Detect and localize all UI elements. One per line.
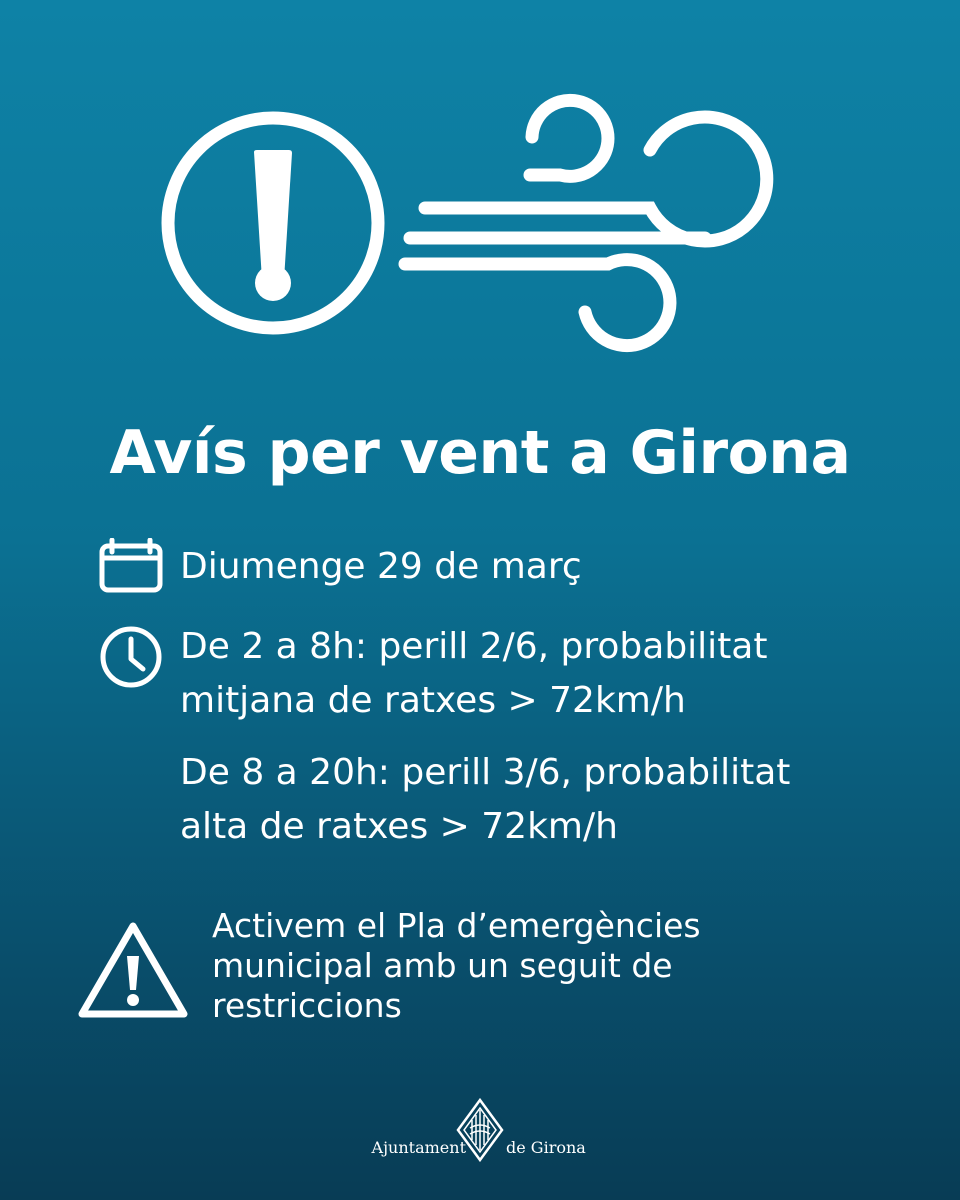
footer-left-text: Ajuntament bbox=[371, 1138, 466, 1157]
page-title: Avís per vent a Girona bbox=[109, 418, 851, 488]
notice-line-1: Activem el Pla d’emergències bbox=[212, 906, 701, 945]
notice-line-2: municipal amb un seguit de bbox=[212, 946, 673, 985]
footer-logo bbox=[0, 1098, 960, 1164]
notice-line-3: restriccions bbox=[212, 986, 402, 1025]
hero-illustration bbox=[0, 0, 960, 400]
footer-right-text: de Girona bbox=[506, 1138, 586, 1157]
date-text: Diumenge 29 de març bbox=[180, 546, 582, 587]
notice-text bbox=[212, 906, 701, 1026]
clock-icon bbox=[98, 624, 164, 690]
period-2-line-2: alta de ratxes > 72km/h bbox=[180, 806, 618, 847]
wind-icon bbox=[405, 100, 767, 345]
period-1-line-2: mitjana de ratxes > 72km/h bbox=[180, 680, 686, 721]
calendar-icon bbox=[98, 538, 164, 594]
exclamation-circle-icon bbox=[168, 118, 378, 328]
period-2-line-1: De 8 a 20h: perill 3/6, probabilitat bbox=[180, 752, 791, 793]
period-1-line-1: De 2 a 8h: perill 2/6, probabilitat bbox=[180, 626, 768, 667]
warning-triangle-icon bbox=[76, 918, 190, 1020]
girona-crest-icon bbox=[456, 1098, 504, 1162]
